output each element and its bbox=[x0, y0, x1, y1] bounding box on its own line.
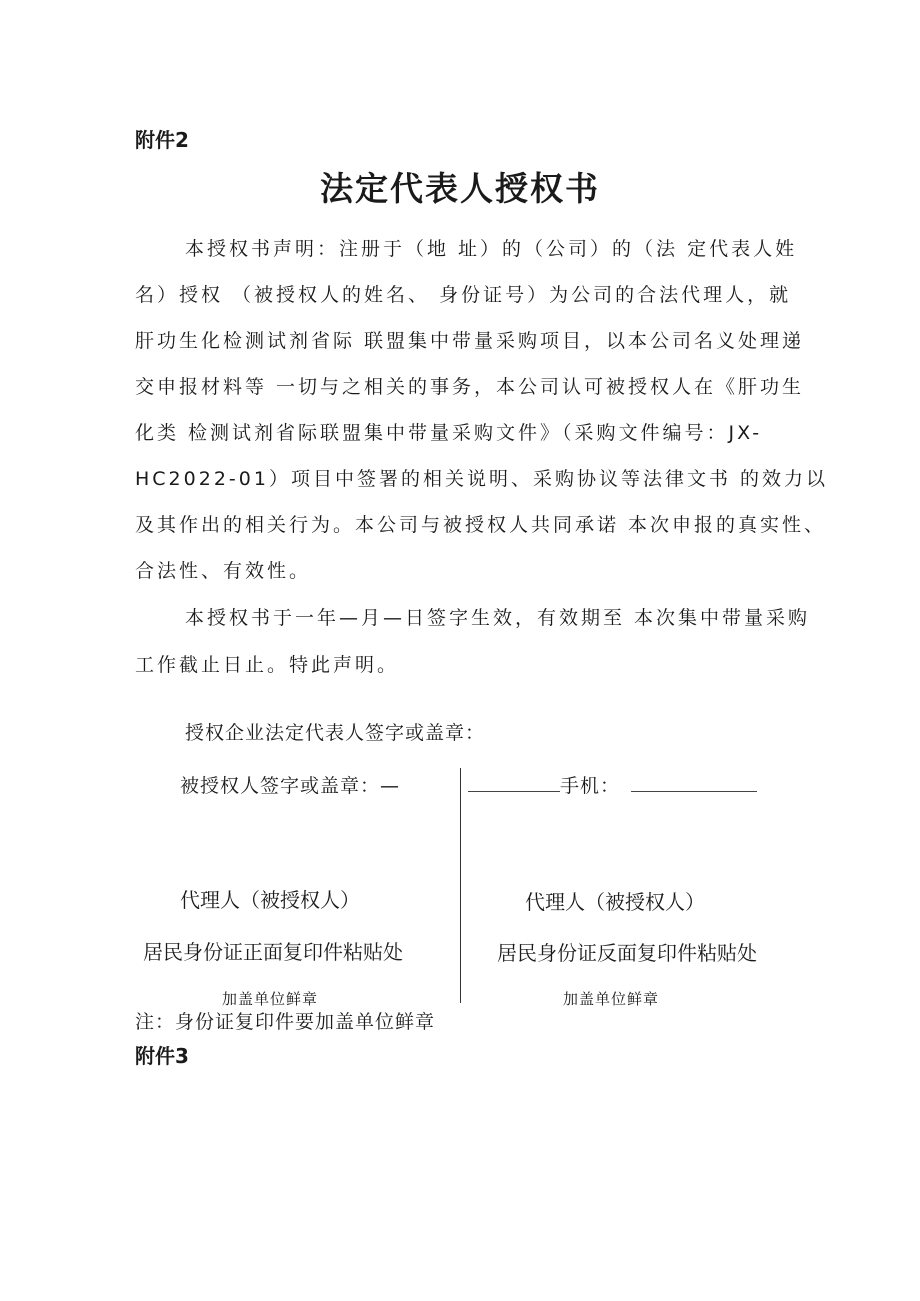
paragraph-line: 本授权书于一年—月—日签字生效，有效期至 本次集中带量采购 bbox=[185, 607, 811, 629]
paragraph-line: 化类 检测试剂省际联盟集中带量采购文件》（采购文件编号：JX- bbox=[135, 422, 763, 444]
paragraph-line: 及其作出的相关行为。本公司与被授权人共同承诺 本次申报的真实性、 bbox=[135, 514, 827, 536]
paragraph-line: 名）授权 （被授权人的姓名、 身份证号）为公司的合法代理人，就 bbox=[135, 284, 792, 306]
paragraph-line: 肝功生化检测试剂省际 联盟集中带量采购项目，以本公司名义处理递 bbox=[135, 330, 805, 352]
attachment-label: 附件2 bbox=[135, 128, 189, 152]
id-front-title: 代理人（被授权人） bbox=[180, 888, 360, 912]
paragraph-line: 合法性、有效性。 bbox=[135, 560, 312, 582]
paragraph-line: 工作截止日止。特此声明。 bbox=[135, 654, 400, 676]
legal-rep-signature-label: 授权企业法定代表人签字或盖章： bbox=[185, 722, 486, 744]
id-back-instruction: 居民身份证反面复印件粘贴处 bbox=[497, 941, 757, 965]
page-title: 法定代表人授权书 bbox=[320, 169, 600, 208]
note: 注：身份证复印件要加盖单位鲜章 bbox=[135, 1011, 436, 1033]
id-front-stamp-note: 加盖单位鲜章 bbox=[222, 990, 319, 1008]
divider-line bbox=[460, 768, 461, 1003]
paragraph-line: 本授权书声明：注册于（地 址）的（公司）的（法 定代表人姓 bbox=[185, 238, 798, 260]
paragraph-line: HC2022-01）项目中签署的相关说明、采购协议等法律文书 的效力以 bbox=[135, 468, 828, 490]
agent-signature-label: 被授权人签字或盖章：— bbox=[180, 775, 401, 797]
id-back-title: 代理人（被授权人） bbox=[525, 890, 705, 914]
signature-blank-line bbox=[468, 777, 560, 792]
paragraph-line: 交申报材料等 一切与之相关的事务，本公司认可被授权人在《肝功生 bbox=[135, 376, 805, 398]
next-attachment-label: 附件3 bbox=[135, 1044, 189, 1068]
phone-blank-line bbox=[631, 777, 757, 792]
id-front-instruction: 居民身份证正面复印件粘贴处 bbox=[143, 940, 403, 964]
phone-label: 手机： bbox=[560, 775, 621, 797]
id-back-stamp-note: 加盖单位鲜章 bbox=[563, 990, 660, 1008]
phone-field bbox=[468, 771, 757, 798]
